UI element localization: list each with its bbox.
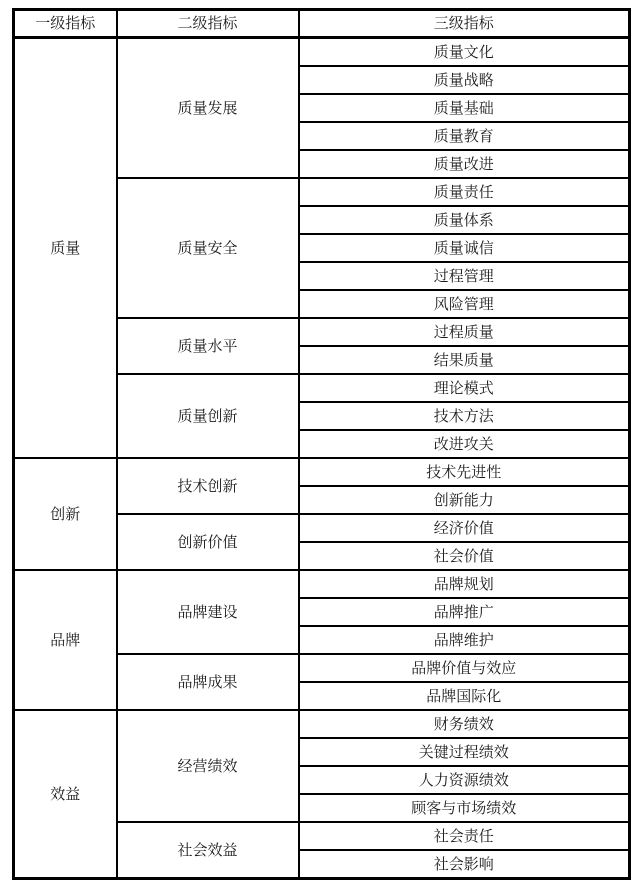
level3-cell: 社会价值	[299, 542, 630, 570]
level3-cell: 财务绩效	[299, 710, 630, 738]
level3-cell: 过程质量	[299, 318, 630, 346]
level3-cell: 风险管理	[299, 290, 630, 318]
column-header-level2: 二级指标	[117, 10, 299, 38]
level3-cell: 品牌推广	[299, 598, 630, 626]
level3-cell: 社会责任	[299, 822, 630, 850]
level3-cell: 经济价值	[299, 514, 630, 542]
level2-cell: 品牌建设	[117, 570, 299, 654]
level2-cell: 品牌成果	[117, 654, 299, 710]
level3-cell: 品牌价值与效应	[299, 654, 630, 682]
table-row	[14, 38, 630, 67]
level3-cell: 关键过程绩效	[299, 738, 630, 766]
level3-cell: 质量诚信	[299, 234, 630, 262]
column-header-level3: 三级指标	[299, 10, 630, 38]
level3-cell: 技术方法	[299, 402, 630, 430]
level3-cell: 结果质量	[299, 346, 630, 374]
level2-cell: 质量创新	[117, 374, 299, 458]
level2-cell: 技术创新	[117, 458, 299, 514]
indicator-table-container	[12, 8, 631, 880]
level1-cell: 创新	[14, 458, 117, 570]
indicator-table-body	[14, 38, 630, 879]
level3-cell: 理论模式	[299, 374, 630, 402]
level1-cell: 效益	[14, 710, 117, 879]
level1-cell: 质量	[14, 38, 117, 459]
level2-cell: 创新价值	[117, 514, 299, 570]
level3-cell: 质量教育	[299, 122, 630, 150]
level3-cell: 质量文化	[299, 38, 630, 67]
indicator-table	[12, 8, 631, 880]
table-row	[14, 570, 630, 598]
level2-cell: 质量水平	[117, 318, 299, 374]
level3-cell: 过程管理	[299, 262, 630, 290]
level3-cell: 质量战略	[299, 66, 630, 94]
level3-cell: 质量改进	[299, 150, 630, 178]
header-row	[14, 10, 630, 38]
level3-cell: 质量基础	[299, 94, 630, 122]
level3-cell: 质量体系	[299, 206, 630, 234]
level3-cell: 人力资源绩效	[299, 766, 630, 794]
level3-cell: 社会影响	[299, 850, 630, 879]
level3-cell: 品牌规划	[299, 570, 630, 598]
level2-cell: 质量发展	[117, 38, 299, 179]
level3-cell: 创新能力	[299, 486, 630, 514]
level2-cell: 质量安全	[117, 178, 299, 318]
level3-cell: 质量责任	[299, 178, 630, 206]
level3-cell: 技术先进性	[299, 458, 630, 486]
table-row	[14, 710, 630, 738]
column-header-level1: 一级指标	[14, 10, 117, 38]
table-row	[14, 458, 630, 486]
level2-cell: 社会效益	[117, 822, 299, 879]
level3-cell: 改进攻关	[299, 430, 630, 458]
level3-cell: 顾客与市场绩效	[299, 794, 630, 822]
level3-cell: 品牌国际化	[299, 682, 630, 710]
level1-cell: 品牌	[14, 570, 117, 710]
level3-cell: 品牌维护	[299, 626, 630, 654]
level2-cell: 经营绩效	[117, 710, 299, 822]
